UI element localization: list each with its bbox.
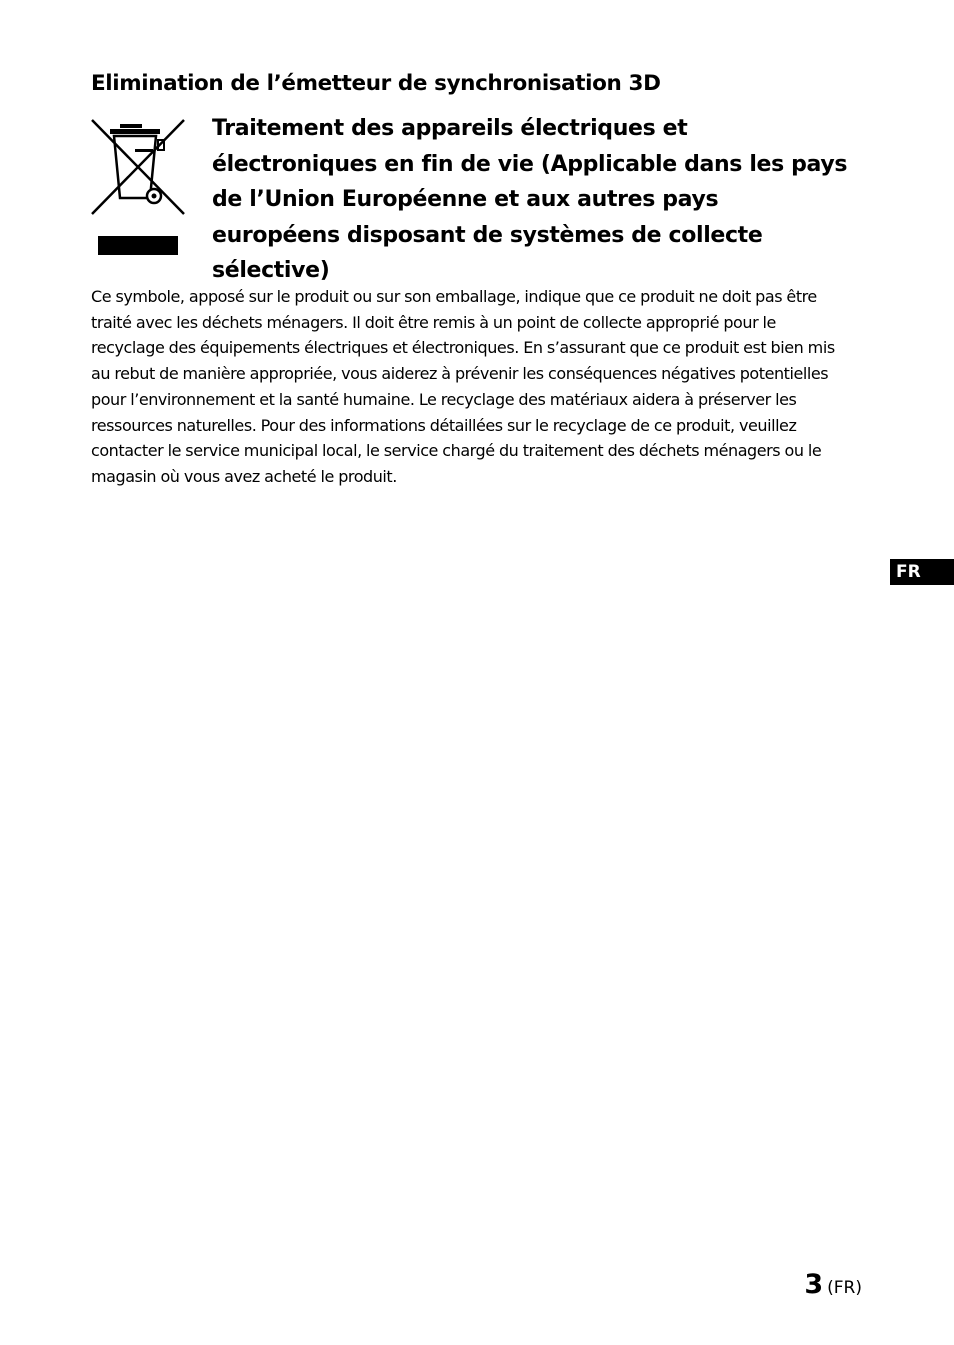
page-number-suffix: (FR)	[827, 1278, 862, 1298]
section-title: Traitement des appareils électriques et électroniques en fin de vie (Applicable dans les pays de l’Union Européenne et aux autres pays européens disposant de systèmes de collecte sélective)	[212, 116, 848, 283]
crossed-out-wheeled-bin-icon	[88, 116, 186, 258]
page-number-value: 3	[804, 1269, 824, 1300]
language-tab: FR	[890, 559, 954, 585]
page-heading: Elimination de l’émetteur de synchronisation 3D	[91, 71, 661, 96]
body-paragraph: Ce symbole, apposé sur le produit ou sur son emballage, indique que ce produit ne doit pas être traité avec les déchets ménagers. Il doit être remis à un point de collecte approprié pour le recyclage des équipements électriques et électroniques. En s’assurant que ce produit est bien mis au rebut de manière appropriée, vous aiderez à prévenir les conséquences négatives potentielles pour l’environnement et la santé humaine. Le recyclage des matériaux aidera à préserver les ressources naturelles. Pour des informations détaillées sur le recyclage de ce produit, veuillez contacter le service municipal local, le service chargé du traitement des déchets ménagers ou le magasin où vous avez acheté le produit.	[91, 287, 835, 486]
page-number	[804, 1269, 862, 1300]
